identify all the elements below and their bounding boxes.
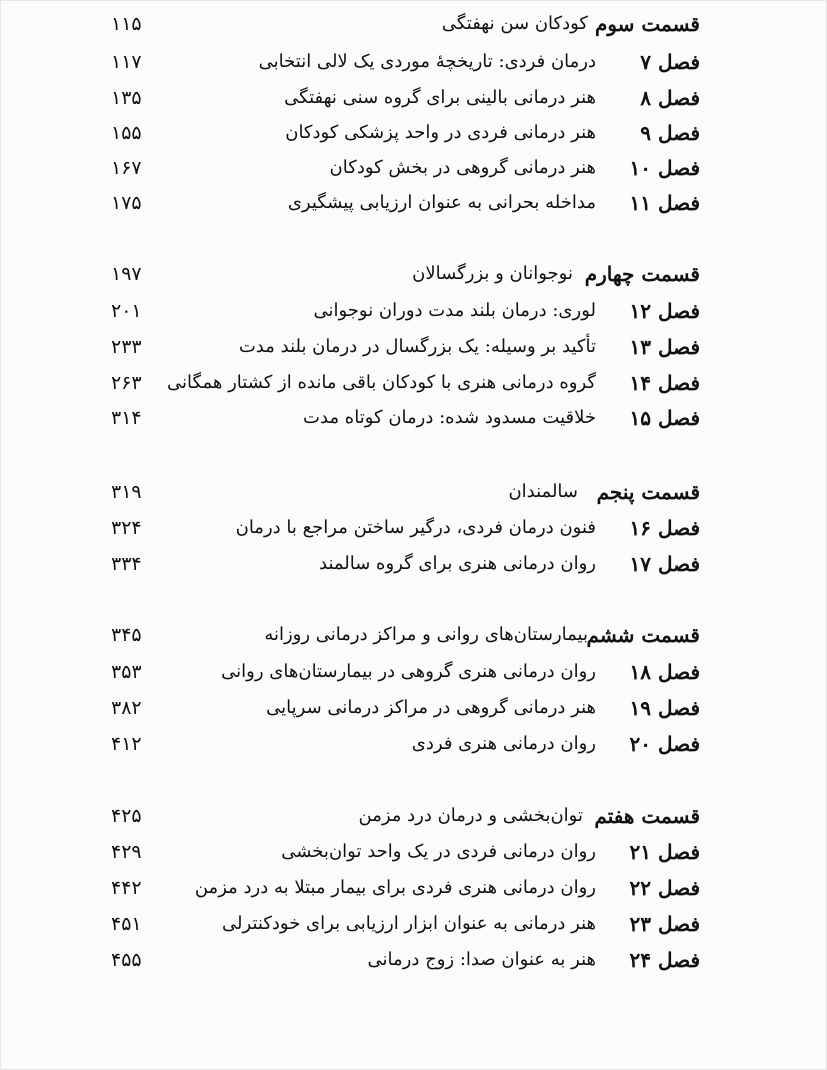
chapter-title: خلاقیت مسدود شده: درمان کوتاه مدت bbox=[303, 407, 596, 428]
toc-chapter bbox=[1, 330, 827, 364]
page-number: ۴۲۹ bbox=[111, 841, 142, 863]
page-number: ۱۵۵ bbox=[111, 122, 142, 144]
page-number: ۳۲۴ bbox=[111, 517, 142, 539]
chapter-title: روان درمانی هنری گروهی در بیمارستان‌های روانی bbox=[221, 661, 596, 682]
page-number: ۲۰۱ bbox=[111, 300, 142, 322]
page-number: ۳۱۹ bbox=[111, 481, 142, 503]
toc-chapter bbox=[1, 511, 827, 545]
page-number: ۱۹۷ bbox=[111, 263, 142, 285]
chapter-title: روان درمانی هنری برای گروه سالمند bbox=[319, 553, 596, 574]
chapter-title: هنر درمانی فردی در واحد پزشکی کودکان bbox=[285, 122, 596, 143]
chapter-title: هنر درمانی بالینی برای گروه سنی نهفتگی bbox=[284, 87, 596, 108]
chapter-title: هنر درمانی گروهی در بخش کودکان bbox=[329, 157, 596, 178]
toc-chapter bbox=[1, 943, 827, 977]
chapter-title: هنر درمانی گروهی در مراکز درمانی سرپایی bbox=[266, 697, 596, 718]
toc-chapter bbox=[1, 151, 827, 185]
page-number: ۲۶۳ bbox=[111, 372, 142, 394]
part-title: توان‌بخشی و درمان درد مزمن bbox=[358, 805, 583, 826]
page-number: ۳۵۳ bbox=[111, 661, 142, 683]
chapter-label: فصل ۹ bbox=[640, 121, 700, 145]
toc-part-6 bbox=[1, 618, 827, 652]
chapter-title: درمان فردی: تاریخچهٔ موردی یک لالی انتخابی bbox=[258, 51, 596, 72]
toc-chapter bbox=[1, 691, 827, 725]
page-number: ۴۵۵ bbox=[111, 949, 142, 971]
chapter-label: فصل ۱۲ bbox=[629, 299, 700, 323]
part-title: کودکان سن نهفتگی bbox=[441, 13, 588, 34]
chapter-label: فصل ۱۵ bbox=[629, 406, 700, 430]
page-number: ۱۱۵ bbox=[111, 13, 142, 35]
toc-part-5 bbox=[1, 475, 827, 509]
toc-part-7 bbox=[1, 799, 827, 833]
page-number: ۳۳۴ bbox=[111, 553, 142, 575]
chapter-label: فصل ۷ bbox=[640, 50, 700, 74]
chapter-label: فصل ۲۰ bbox=[629, 732, 700, 756]
page-number: ۲۳۳ bbox=[111, 336, 142, 358]
toc-chapter bbox=[1, 116, 827, 150]
toc-chapter bbox=[1, 547, 827, 581]
part-label: قسمت هفتم bbox=[594, 804, 700, 828]
page-number: ۱۱۷ bbox=[111, 51, 142, 73]
chapter-label: فصل ۱۸ bbox=[629, 660, 700, 684]
chapter-title: روان درمانی هنری فردی bbox=[411, 733, 596, 754]
chapter-title: هنر به عنوان صدا: زوج درمانی bbox=[367, 949, 596, 970]
part-title: نوجوانان و بزرگسالان bbox=[412, 263, 573, 284]
toc-chapter bbox=[1, 45, 827, 79]
toc-chapter bbox=[1, 401, 827, 435]
toc-chapter bbox=[1, 907, 827, 941]
chapter-label: فصل ۱۴ bbox=[629, 371, 700, 395]
chapter-label: فصل ۲۴ bbox=[629, 948, 700, 972]
page-number: ۳۱۴ bbox=[111, 407, 142, 429]
chapter-label: فصل ۱۹ bbox=[629, 696, 700, 720]
page-number: ۴۱۲ bbox=[111, 733, 142, 755]
chapter-label: فصل ۲۱ bbox=[629, 840, 700, 864]
part-label: قسمت سوم bbox=[594, 12, 700, 36]
chapter-label: فصل ۱۳ bbox=[629, 335, 700, 359]
toc-part-3 bbox=[1, 7, 827, 41]
page-number: ۳۴۵ bbox=[111, 624, 142, 646]
chapter-title: هنر درمانی به عنوان ابزار ارزیابی برای خودکنترلی bbox=[222, 913, 596, 934]
chapter-title: روان درمانی هنری فردی برای بیمار مبتلا به درد مزمن bbox=[194, 877, 596, 898]
toc-chapter bbox=[1, 835, 827, 869]
toc-chapter bbox=[1, 871, 827, 905]
page-number: ۴۵۱ bbox=[111, 913, 142, 935]
chapter-title: گروه درمانی هنری با کودکان باقی مانده از کشتار همگانی bbox=[167, 372, 596, 393]
toc-chapter bbox=[1, 186, 827, 220]
page-number: ۳۸۲ bbox=[111, 697, 142, 719]
toc-chapter bbox=[1, 727, 827, 761]
chapter-title: مداخله بحرانی به عنوان ارزیابی پیشگیری bbox=[287, 192, 596, 213]
toc-chapter bbox=[1, 294, 827, 328]
chapter-label: فصل ۸ bbox=[640, 86, 700, 110]
chapter-title: تأکید بر وسیله: یک بزرگسال در درمان بلند مدت bbox=[238, 336, 596, 357]
chapter-label: فصل ۱۱ bbox=[629, 191, 700, 215]
part-label: قسمت پنجم bbox=[596, 480, 700, 504]
part-label: قسمت ششم bbox=[586, 623, 700, 647]
page-number: ۴۲۵ bbox=[111, 805, 142, 827]
page-number: ۱۷۵ bbox=[111, 192, 142, 214]
part-title: سالمندان bbox=[508, 481, 578, 502]
toc-part-4 bbox=[1, 257, 827, 291]
chapter-label: فصل ۱۰ bbox=[629, 156, 700, 180]
chapter-label: فصل ۲۲ bbox=[629, 876, 700, 900]
part-label: قسمت چهارم bbox=[584, 262, 700, 286]
page-number: ۴۴۲ bbox=[111, 877, 142, 899]
page-number: ۱۳۵ bbox=[111, 87, 142, 109]
toc-chapter bbox=[1, 81, 827, 115]
chapter-label: فصل ۱۷ bbox=[629, 552, 700, 576]
chapter-label: فصل ۱۶ bbox=[629, 516, 700, 540]
chapter-label: فصل ۲۳ bbox=[629, 912, 700, 936]
chapter-title: فنون درمان فردی، درگیر ساختن مراجع با درمان bbox=[235, 517, 596, 538]
toc-chapter bbox=[1, 366, 827, 400]
page-number: ۱۶۷ bbox=[111, 157, 142, 179]
chapter-title: لوری: درمان بلند مدت دوران نوجوانی bbox=[313, 300, 596, 321]
part-title: بیمارستان‌های روانی و مراکز درمانی روزانه bbox=[264, 624, 588, 645]
chapter-title: روان درمانی فردی در یک واحد توان‌بخشی bbox=[281, 841, 596, 862]
toc-chapter bbox=[1, 655, 827, 689]
